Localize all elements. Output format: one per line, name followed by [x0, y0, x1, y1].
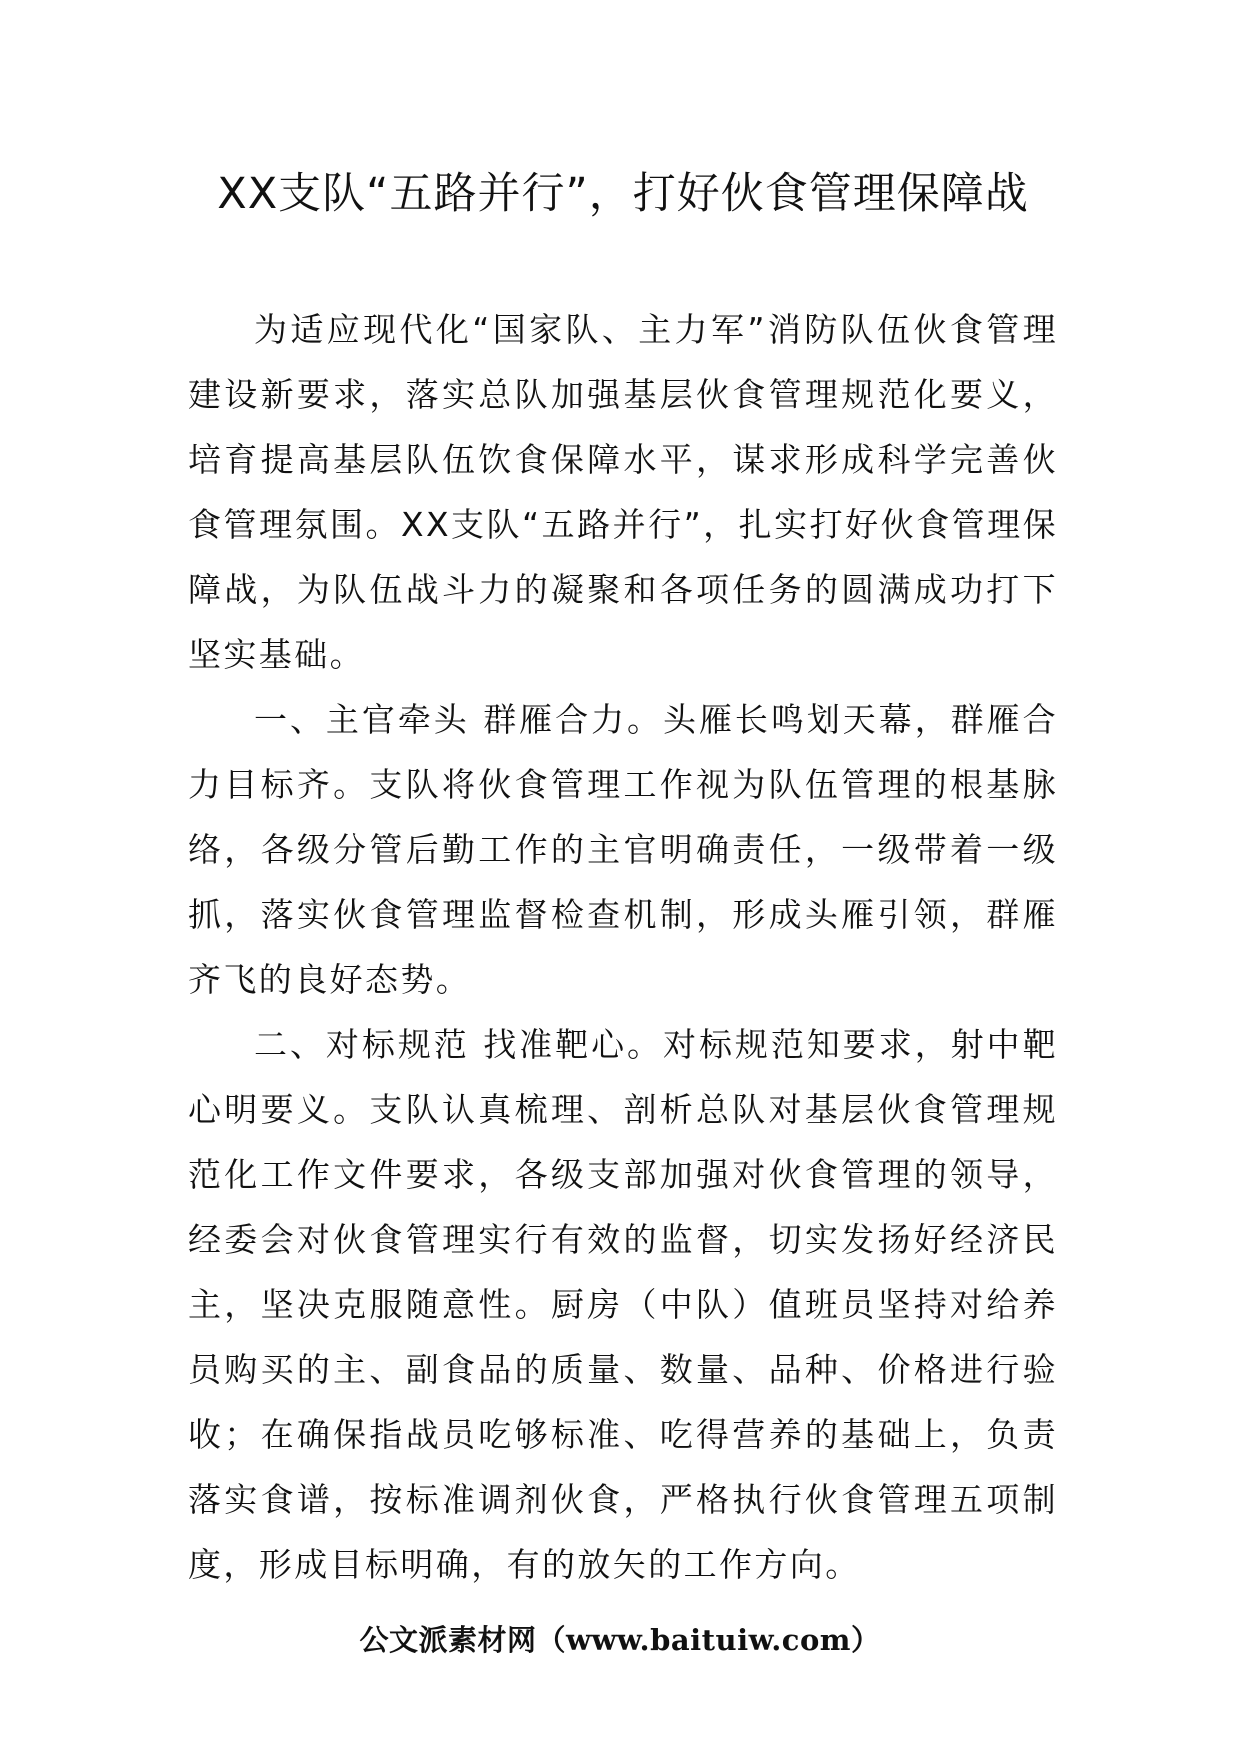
paragraph-section-2: 二、对标规范 找准靶心。对标规范知要求，射中靶心明要义。支队认真梳理、剖析总队对基层伙食管理规范化工作文件要求，各级支部加强对伙食管理的领导，经委会对伙食管理实行有效的监督，切实发扬好经济民主，坚决克服随意性。厨房（中队）值班员坚持对给养员购买的主、副食品的质量、数量、品种、价格进行验收；在确保指战员吃够标准、吃得营养的基础上，负责落实食谱，按标准调剂伙食，严格执行伙食管理五项制度，形成目标明确，有的放矢的工作方向。 [188, 1025, 1058, 1584]
paragraph-intro: 为适应现代化“国家队、主力军”消防队伍伙食管理建设新要求，落实总队加强基层伙食管理规范化要义，培育提高基层队伍饮食保障水平，谋求形成科学完善伙食管理氛围。XX支队“五路并行”，扎实打好伙食管理保障战，为队伍战斗力的凝聚和各项任务的圆满成功打下坚实基础。 [188, 310, 1058, 674]
paragraph-section-1: 一、主官牵头 群雁合力。头雁长鸣划天幕，群雁合力目标齐。支队将伙食管理工作视为队伍管理的根基脉络，各级分管后勤工作的主官明确责任，一级带着一级抓，落实伙食管理监督检查机制，形成头雁引领，群雁齐飞的良好态势。 [188, 700, 1058, 999]
footer-watermark-text: 公文派素材网（www.baituiw.com） [359, 1623, 881, 1657]
document-body [188, 297, 1058, 1597]
document-title: XX支队“五路并行”，打好伙食管理保障战 [217, 169, 1029, 219]
